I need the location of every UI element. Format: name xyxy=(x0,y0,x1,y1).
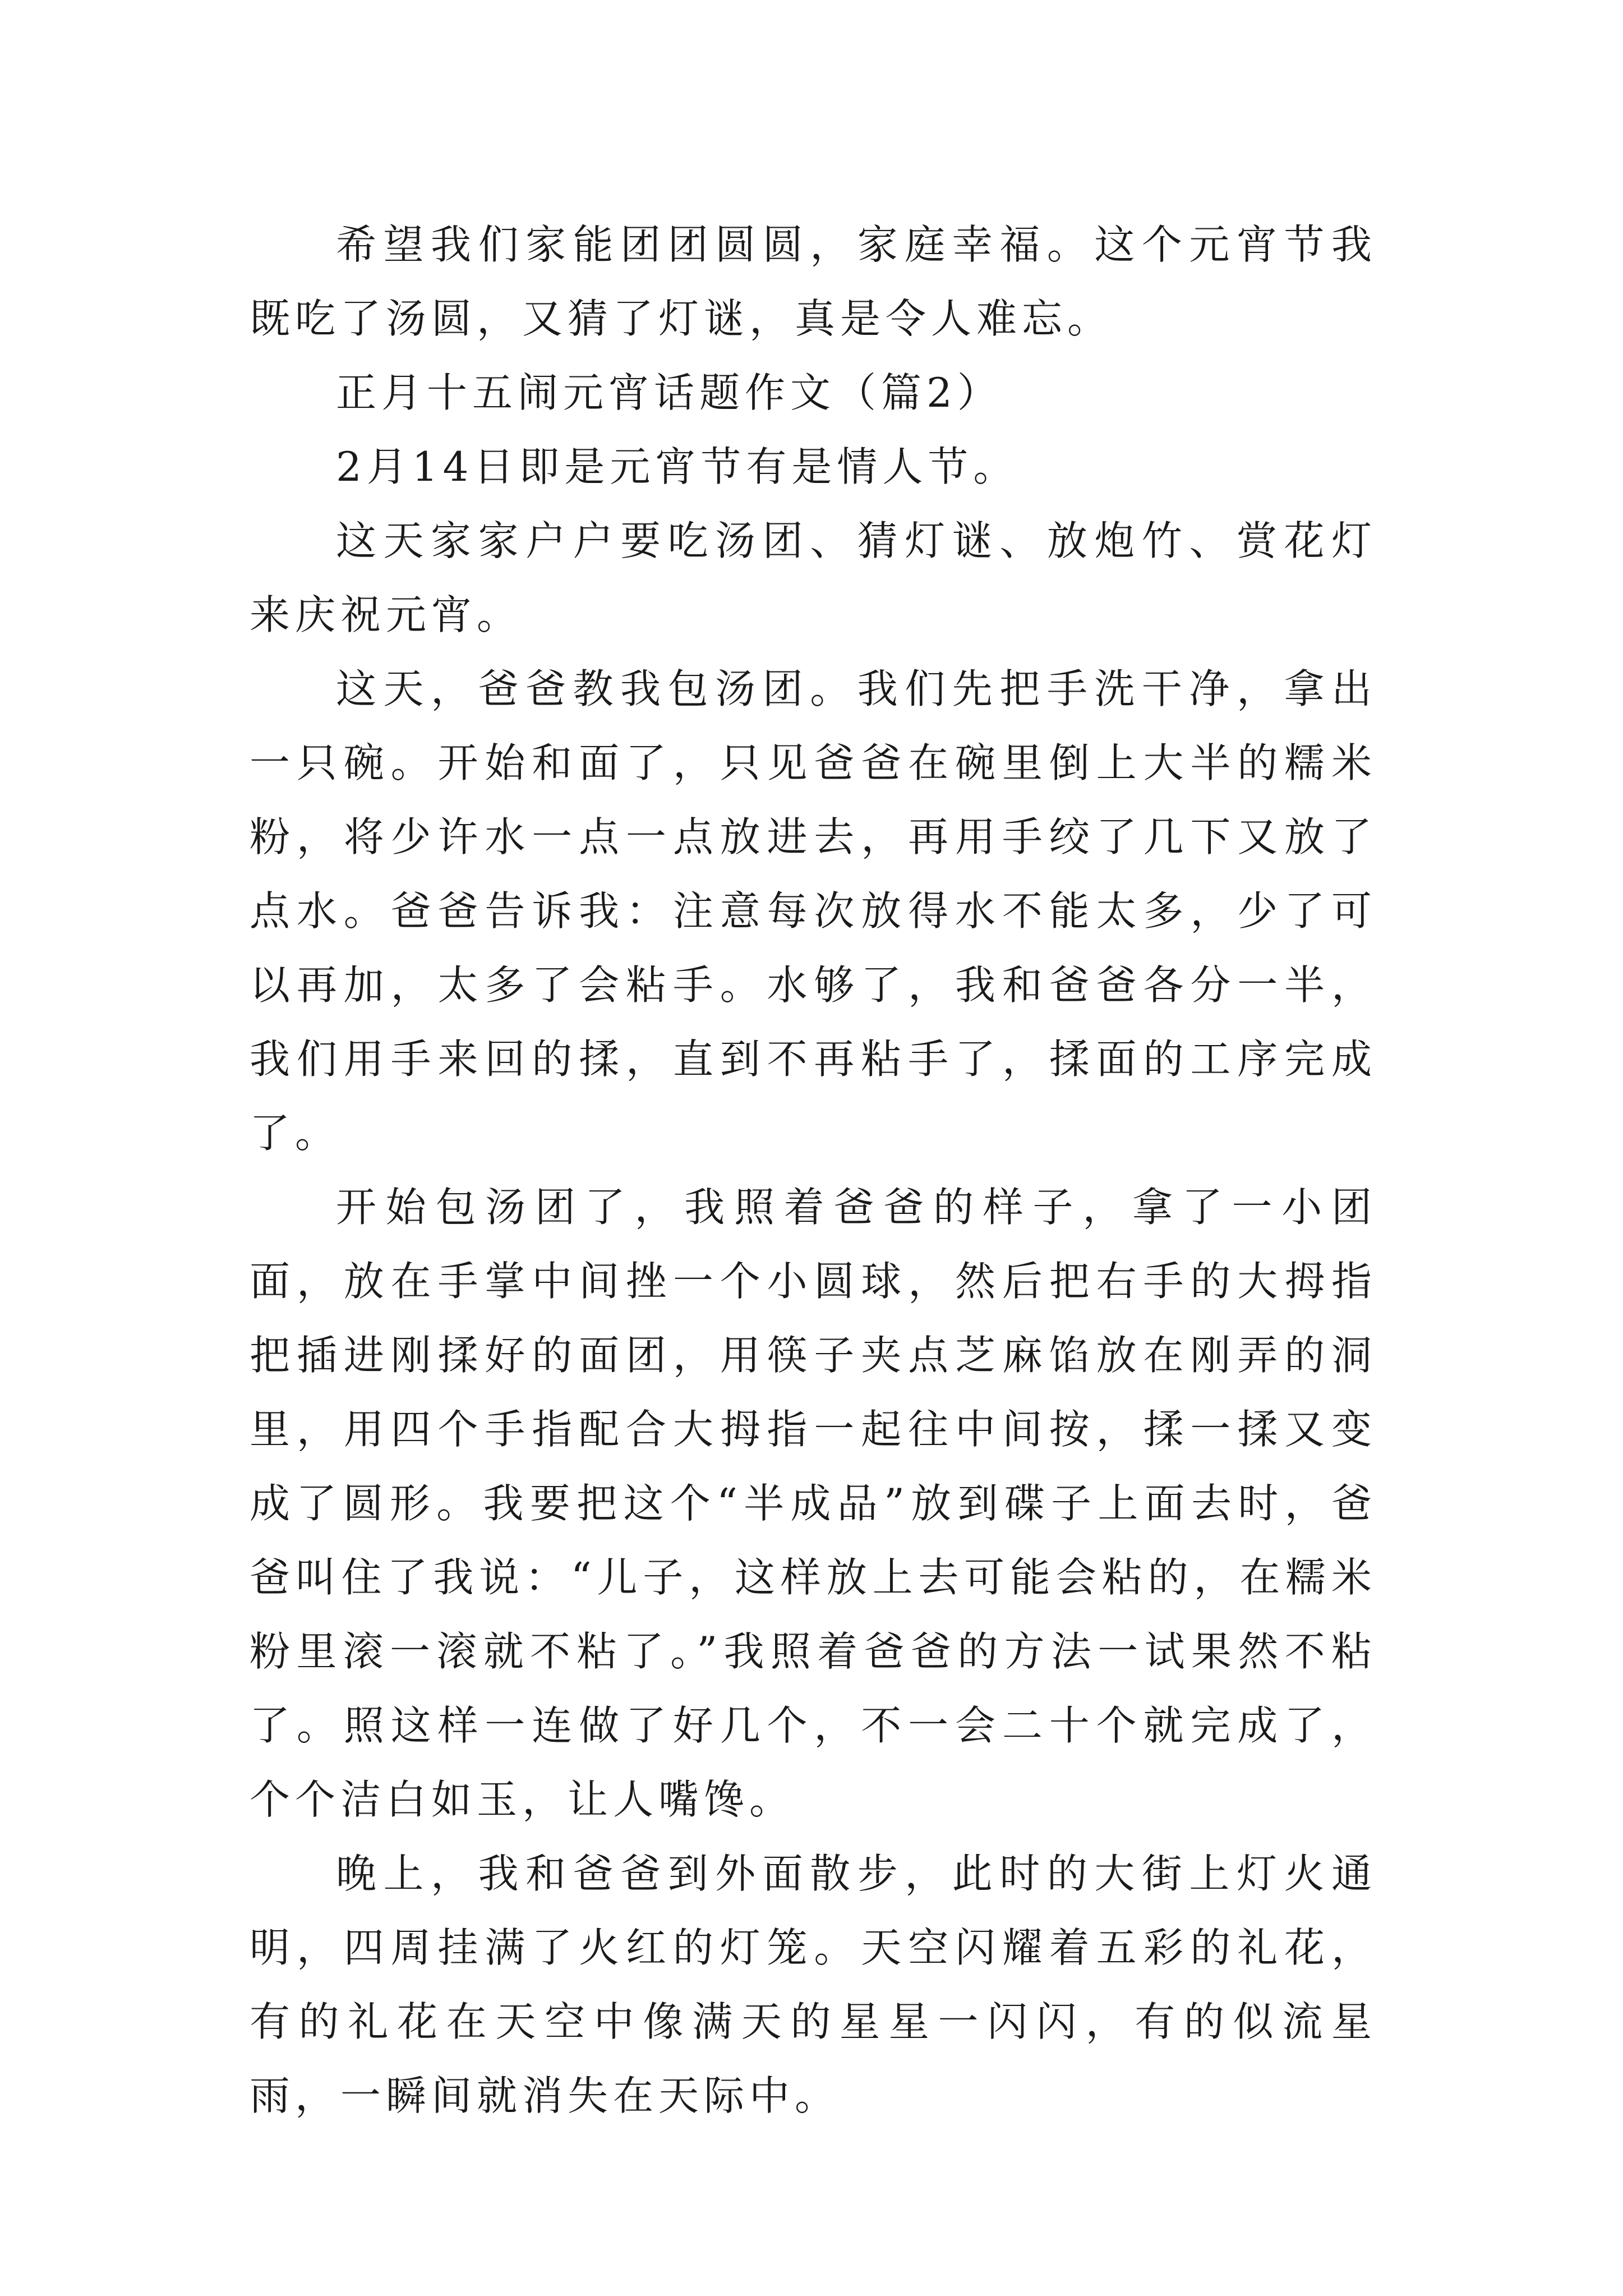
paragraph-customs: 这天家家户户要吃汤团、猜灯谜、放炮竹、赏花灯来庆祝元宵。 xyxy=(250,517,1377,638)
paragraph-making-dough: 这天，爸爸教我包汤团。我们先把手洗干净，拿出一只碗。开始和面了，只见爸爸在碗里倒上大半的糯米粉，将少许水一点一点放进去，再用手绞了几下又放了点水。爸爸告诉我：注意每次放得水不能太多，少了可以再加，太多了会粘手。水够了，我和爸爸各分一半，我们用手来回的揉，直到不再粘手了，揉面的工序完成了。 xyxy=(250,665,1377,1157)
paragraph-closing-wish: 希望我们家能团团圆圆，家庭幸福。这个元宵节我既吃了汤圆，又猜了灯谜，真是令人难忘。 xyxy=(250,221,1377,342)
document-body xyxy=(250,208,1377,2133)
paragraph-wrapping-tangtuan: 开始包汤团了，我照着爸爸的样子，拿了一小团面，放在手掌中间挫一个小圆球，然后把右手的大拇指把插进刚揉好的面团，用筷子夹点芝麻馅放在刚弄的洞里，用四个手指配合大拇指一起往中间按，揉一揉又变成了圆形。我要把这个“半成品”放到碟子上面去时，爸爸叫住了我说：“儿子，这样放上去可能会粘的，在糯米粉里滚一滚就不粘了。”我照着爸爸的方法一试果然不粘了。照这样一连做了好几个，不一会二十个就完成了，个个洁白如玉，让人嘴馋。 xyxy=(250,1184,1377,1823)
paragraph-evening-walk: 晚上，我和爸爸到外面散步，此时的大街上灯火通明，四周挂满了火红的灯笼。天空闪耀着五彩的礼花，有的礼花在天空中像满天的星星一闪闪，有的似流星雨，一瞬间就消失在天际中。 xyxy=(250,1850,1377,2119)
essay-title: 正月十五闹元宵话题作文（篇2） xyxy=(336,369,1003,416)
paragraph-date: 2月14日即是元宵节有是情人节。 xyxy=(336,443,1019,490)
